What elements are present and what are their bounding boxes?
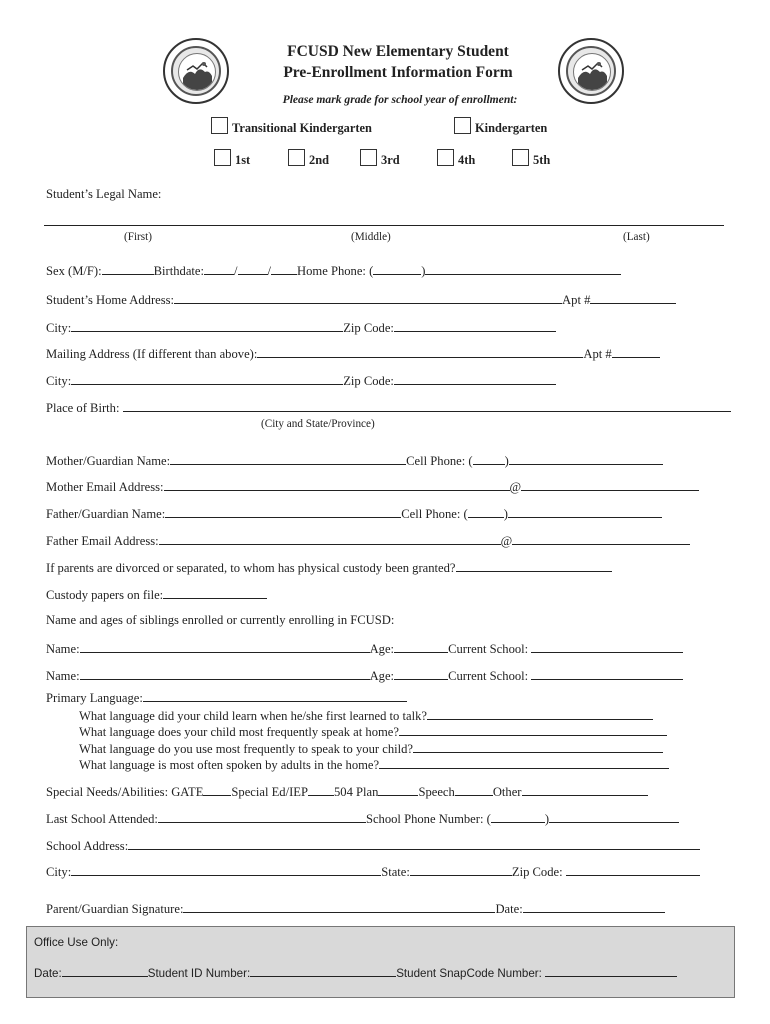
custody-field[interactable] — [456, 560, 612, 572]
plan504-field[interactable] — [378, 784, 418, 796]
cell-label: Cell Phone: ( — [406, 454, 473, 468]
school-zip-field[interactable] — [566, 864, 700, 876]
language-q2-field[interactable] — [399, 724, 667, 736]
father-cell-field[interactable] — [508, 506, 662, 518]
mother-email-domain-field[interactable] — [521, 479, 699, 491]
signature-date-label: Date: — [495, 902, 523, 916]
office-date-label: Date: — [34, 967, 62, 980]
language-q4: What language is most often spoken by adults in the home? — [79, 758, 380, 772]
mailing-city-zip-row — [46, 373, 556, 389]
grade-label: 1st — [235, 153, 251, 167]
mother-name-row — [46, 453, 663, 469]
home-phone-field[interactable] — [425, 263, 621, 275]
sibling-age-label: Age: — [369, 642, 395, 656]
special-needs-label: Special Needs/Abilities: GATE — [46, 785, 204, 799]
sex-birthdate-phone-row — [46, 263, 621, 279]
checkbox[interactable] — [211, 117, 228, 134]
sibling-age-label: Age: — [369, 669, 395, 683]
school-address-row — [46, 838, 700, 854]
school-city-label: City: — [46, 865, 72, 879]
sibling-row — [46, 668, 683, 684]
school-address-field[interactable] — [128, 838, 700, 850]
language-q1: What language did your child learn when he/she first learned to talk? — [79, 709, 427, 723]
father-email-row — [46, 533, 690, 549]
school-state-field[interactable] — [410, 864, 512, 876]
siblings-heading: Name and ages of siblings enrolled or currently enrolling in FCUSD: — [46, 613, 395, 627]
place-of-birth-row — [46, 400, 731, 416]
sibling-school-field[interactable] — [531, 668, 683, 680]
sibling-name-label: Name: — [46, 669, 80, 683]
home-address-label: Student’s Home Address: — [46, 293, 175, 307]
school-phone-label: School Phone Number: ( — [365, 812, 491, 826]
language-q3: What language do you use most frequently to speak to your child? — [79, 742, 413, 756]
primary-language-field[interactable] — [143, 690, 407, 702]
checkbox[interactable] — [437, 149, 454, 166]
school-address-label: School Address: — [46, 839, 129, 853]
sibling-name-field[interactable] — [80, 668, 370, 680]
mother-email-user-field[interactable] — [164, 479, 510, 491]
form-title-line2: Pre-Enrollment Information Form — [283, 64, 513, 81]
language-q2: What language does your child most frequently speak at home? — [79, 725, 399, 739]
language-q4-row — [79, 757, 669, 773]
grade-option-2nd[interactable] — [288, 149, 329, 168]
mailing-address-row — [46, 346, 660, 362]
grade-option-4th[interactable] — [437, 149, 475, 168]
grade-label: 2nd — [309, 153, 329, 167]
language-q1-field[interactable] — [427, 708, 653, 720]
grade-label: Transitional Kindergarten — [232, 121, 372, 135]
grade-option-5th[interactable] — [512, 149, 550, 168]
speech-label: Speech — [418, 785, 455, 799]
mailing-field[interactable] — [257, 346, 583, 358]
custody-question: If parents are divorced or separated, to whom has physical custody been granted? — [46, 561, 456, 575]
apt-field[interactable] — [590, 292, 676, 304]
home-address-field[interactable] — [174, 292, 562, 304]
checkbox[interactable] — [360, 149, 377, 166]
paren-close: ) — [504, 454, 509, 468]
legal-name-label: Student’s Legal Name: — [46, 187, 162, 201]
mother-name-field[interactable] — [170, 453, 406, 465]
checkbox[interactable] — [454, 117, 471, 134]
school-city-row — [46, 864, 700, 880]
city-label: City: — [46, 374, 72, 388]
grade-option-1st[interactable] — [214, 149, 250, 168]
last-school-label: Last School Attended: — [46, 812, 158, 826]
zip-label: Zip Code: — [343, 321, 394, 335]
grade-option-k[interactable] — [454, 117, 547, 136]
other-field[interactable] — [522, 784, 648, 796]
sibling-name-label: Name: — [46, 642, 80, 656]
last-school-row — [46, 811, 679, 827]
father-email-label: Father Email Address: — [46, 534, 159, 548]
grade-option-3rd[interactable] — [360, 149, 400, 168]
grade-option-tk[interactable] — [211, 117, 372, 136]
school-phone-field[interactable] — [549, 811, 679, 823]
district-seal-left — [163, 38, 229, 104]
paren-close: ) — [503, 507, 508, 521]
gate-field[interactable] — [203, 784, 231, 796]
office-date-field[interactable] — [62, 965, 148, 977]
special-needs-row — [46, 784, 648, 800]
plan504-label: 504 Plan — [334, 785, 379, 799]
last-name-label: (Last) — [623, 231, 650, 243]
school-state-label: State: — [381, 865, 410, 879]
father-area-code-field[interactable] — [468, 506, 504, 518]
sex-label: Sex (M/F): — [46, 264, 102, 278]
office-use-box — [26, 926, 735, 998]
office-id-field[interactable] — [250, 965, 396, 977]
city-field[interactable] — [71, 320, 343, 332]
birthdate-label: Birthdate: — [153, 264, 205, 278]
grade-instruction: Please mark grade for school year of enrollment: — [282, 93, 518, 106]
city-zip-row — [46, 320, 556, 336]
father-name-field[interactable] — [165, 506, 401, 518]
pob-field[interactable] — [123, 400, 731, 412]
speech-field[interactable] — [455, 784, 493, 796]
sibling-name-field[interactable] — [80, 641, 370, 653]
last-school-field[interactable] — [158, 811, 366, 823]
school-zip-label: Zip Code: — [511, 865, 563, 879]
mother-cell-field[interactable] — [509, 453, 663, 465]
language-q3-row — [79, 741, 663, 757]
grade-label: 5th — [533, 153, 551, 167]
apt-label: Apt # — [562, 293, 591, 307]
zip-label: Zip Code: — [343, 374, 394, 388]
office-id-label: Student ID Number: — [147, 967, 251, 980]
father-email-domain-field[interactable] — [512, 533, 690, 545]
sibling-school-label: Current School: — [448, 669, 529, 683]
office-use-row — [34, 965, 677, 980]
custody-papers-row — [46, 587, 267, 603]
language-q2-row — [79, 724, 667, 740]
mailing-label: Mailing Address (If different than above): — [46, 347, 258, 361]
paren-close: ) — [544, 812, 550, 826]
grade-label: 3rd — [381, 153, 400, 167]
sibling-age-field[interactable] — [394, 641, 448, 653]
mother-area-code-field[interactable] — [473, 453, 505, 465]
birth-day-field[interactable] — [238, 263, 268, 275]
sped-field[interactable] — [308, 784, 334, 796]
custody-papers-field[interactable] — [163, 587, 267, 599]
language-q4-field[interactable] — [379, 757, 669, 769]
office-snap-label: Student SnapCode Number: — [396, 967, 542, 980]
language-q1-row — [79, 708, 653, 724]
birth-year-field[interactable] — [271, 263, 297, 275]
sped-label: Special Ed/IEP — [231, 785, 308, 799]
mother-name-label: Mother/Guardian Name: — [46, 454, 171, 468]
at-sign: @ — [509, 480, 522, 494]
cell-label: Cell Phone: ( — [401, 507, 468, 521]
grade-label: Kindergarten — [475, 121, 548, 135]
school-city-field[interactable] — [71, 864, 381, 876]
other-label: Other — [492, 785, 522, 799]
legal-name-field[interactable] — [44, 225, 724, 226]
date-sep: / — [234, 264, 238, 278]
sibling-age-field[interactable] — [394, 668, 448, 680]
pob-label: Place of Birth: — [46, 401, 120, 415]
date-sep: / — [267, 264, 272, 278]
zip-field[interactable] — [394, 320, 556, 332]
sex-field[interactable] — [102, 263, 154, 275]
home-phone-label: Home Phone: ( — [297, 264, 374, 278]
custody-papers-label: Custody papers on file: — [46, 588, 164, 602]
mailing-city-field[interactable] — [71, 373, 343, 385]
sibling-row — [46, 641, 683, 657]
middle-name-label: (Middle) — [351, 231, 391, 243]
checkbox[interactable] — [288, 149, 305, 166]
city-label: City: — [46, 321, 72, 335]
mailing-apt-field[interactable] — [612, 346, 660, 358]
office-snap-field[interactable] — [545, 965, 677, 977]
signature-field[interactable] — [183, 901, 495, 913]
sibling-school-field[interactable] — [531, 641, 683, 653]
school-area-code-field[interactable] — [491, 811, 545, 823]
birth-month-field[interactable] — [204, 263, 234, 275]
checkbox[interactable] — [512, 149, 529, 166]
office-use-heading: Office Use Only: — [34, 936, 119, 949]
language-q3-field[interactable] — [413, 741, 663, 753]
area-code-field[interactable] — [373, 263, 421, 275]
mailing-zip-field[interactable] — [394, 373, 556, 385]
at-sign: @ — [500, 534, 513, 548]
father-name-row — [46, 506, 662, 522]
checkbox[interactable] — [214, 149, 231, 166]
grade-label: 4th — [458, 153, 476, 167]
sibling-school-label: Current School: — [448, 642, 529, 656]
form-title-line1: FCUSD New Elementary Student — [287, 43, 509, 60]
apt-label: Apt # — [583, 347, 612, 361]
signature-date-field[interactable] — [523, 901, 665, 913]
home-address-row — [46, 292, 676, 308]
primary-language-row — [46, 690, 407, 706]
signature-label: Parent/Guardian Signature: — [46, 902, 184, 916]
custody-row — [46, 560, 612, 576]
pob-hint: (City and State/Province) — [261, 418, 375, 430]
father-name-label: Father/Guardian Name: — [46, 507, 166, 521]
mother-email-label: Mother Email Address: — [46, 480, 164, 494]
district-seal-right — [558, 38, 624, 104]
paren-close: ) — [421, 264, 426, 278]
father-email-user-field[interactable] — [159, 533, 501, 545]
first-name-label: (First) — [124, 231, 152, 243]
primary-language-label: Primary Language: — [46, 691, 143, 705]
mother-email-row — [46, 479, 699, 495]
signature-row — [46, 901, 665, 917]
